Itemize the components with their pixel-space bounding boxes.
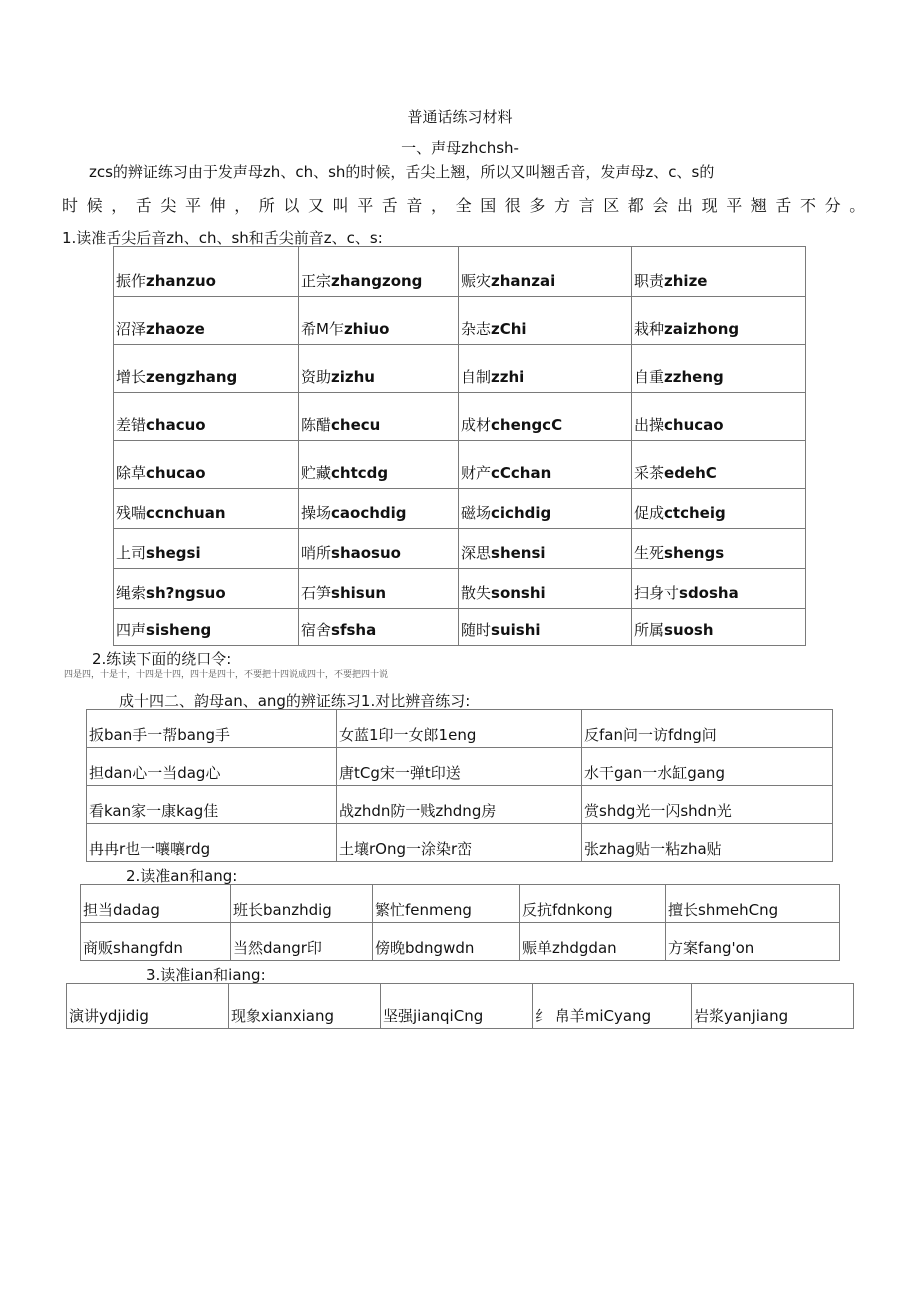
table-cell [299,247,459,297]
table-cell [299,569,459,609]
cell-word: 哨所 [301,544,332,562]
page-title: 普通话练习材料 [407,108,513,126]
cell-pinyin: chtcdg [331,464,389,482]
table-cell: 担当dadag [81,885,231,923]
cell-pinyin: zhize [664,272,708,290]
table-cell: 担dan心一当dag心 [87,748,337,786]
cell-pinyin: shengs [664,544,725,562]
table-cell: 张zhag贴一粘zha贴 [582,824,833,862]
table-row [87,824,833,862]
cell-word: 石笋 [301,584,332,602]
table-cell [632,529,806,569]
subsection2-heading: 2.读准an和ang: [126,867,238,885]
table-cell: 擅长shmehCng [666,885,840,923]
cell-word: 上司 [116,544,147,562]
table-cell [632,569,806,609]
table-cell: 反抗fdnkong [520,885,666,923]
table-cell: 土壤rOng一涂染r峦 [337,824,582,862]
table-row [114,297,806,345]
cell-pinyin: chucao [146,464,206,482]
table-cell [632,441,806,489]
table-row [87,748,833,786]
table-cell [299,297,459,345]
table-cell [114,489,299,529]
cell-word: 沼泽 [116,320,147,338]
table-row [114,441,806,489]
cell-pinyin: zhaoze [146,320,205,338]
cell-word: 希M乍 [301,320,344,338]
table-cell: 冉冉r也一嚷嚷rdg [87,824,337,862]
table-cell [299,529,459,569]
table-row [114,609,806,646]
table-cell: 班长banzhdig [231,885,373,923]
cell-pinyin: zizhu [331,368,375,386]
cell-pinyin: cCchan [491,464,552,482]
cell-pinyin: sonshi [491,584,546,602]
cell-pinyin: zaizhong [664,320,740,338]
cell-word: 贮藏 [301,464,332,482]
cell-pinyin: shegsi [146,544,201,562]
table-cell [632,247,806,297]
table-cell [114,393,299,441]
table-initials [113,246,806,646]
cell-word: 宿舍 [301,621,332,639]
cell-pinyin: shensi [491,544,546,562]
table-an-ang-contrast [86,709,833,862]
table-cell [459,609,632,646]
cell-pinyin: ccnchuan [146,504,226,522]
table-cell [459,489,632,529]
table-cell: 商贩shangfdn [81,923,231,961]
section1-heading: 一、声母zhchsh- [401,139,519,157]
section2-heading: 成十四二、韵母an、ang的辨证练习1.对比辨音练习: [119,692,471,710]
table-cell [114,247,299,297]
table-cell [299,489,459,529]
table-cell: 唐tCg宋一弹t印送 [337,748,582,786]
cell-word: 四声 [116,621,147,639]
cell-word: 财产 [461,464,492,482]
table-cell [299,441,459,489]
cell-word: 职责 [634,272,665,290]
cell-word: 陈醋 [301,416,332,434]
table-row [114,393,806,441]
cell-word: 生死 [634,544,665,562]
table-cell [459,529,632,569]
cell-pinyin: shaosuo [331,544,401,562]
cell-word: 所属 [634,621,665,639]
table-cell [459,345,632,393]
table-cell [114,569,299,609]
cell-word: 磁场 [461,504,492,522]
cell-word: 扫身寸 [634,584,680,602]
table-cell [459,297,632,345]
table-row [114,529,806,569]
table-cell [632,393,806,441]
table-cell: 纟 帛羊miCyang [533,984,692,1029]
cell-word: 杂志 [461,320,492,338]
cell-word: 绳索 [116,584,147,602]
cell-pinyin: ctcheig [664,504,726,522]
cell-word: 成材 [461,416,492,434]
table-cell: 傍晚bdngwdn [373,923,520,961]
cell-word: 散失 [461,584,492,602]
cell-word: 操场 [301,504,332,522]
cell-pinyin: chengcC [491,416,563,434]
table-cell [299,393,459,441]
table-cell: 繁忙fenmeng [373,885,520,923]
table-cell: 演讲ydjidig [67,984,229,1029]
table-cell: 赈单zhdgdan [520,923,666,961]
cell-pinyin: zzhi [491,368,525,386]
table-row [114,489,806,529]
table-cell: 看kan家一康kag佳 [87,786,337,824]
cell-pinyin: zengzhang [146,368,238,386]
table-row [87,710,833,748]
intro-line-2: 时候，舌尖平伸，所以又叫平舌音，全国很多方言区都会出现平翘舌不分。 [62,196,874,215]
exercise1-heading: 1.读准舌尖后音zh、ch、sh和舌尖前音z、c、s: [62,229,383,247]
table-row [67,984,854,1029]
exercise2-heading: 2.练读下面的绕口令: [92,650,232,668]
table-cell [632,345,806,393]
table-cell [632,297,806,345]
table-row [114,247,806,297]
cell-pinyin: caochdig [331,504,407,522]
table-cell [114,297,299,345]
table-cell: 岩浆yanjiang [692,984,854,1029]
cell-word: 深思 [461,544,492,562]
cell-word: 正宗 [301,272,332,290]
table-cell [632,609,806,646]
cell-pinyin: suishi [491,621,541,639]
intro-line-1: zcs的辨证练习由于发声母zh、ch、sh的时候，舌尖上翘，所以又叫翘舌音，发声母z、c、s的 [89,163,715,181]
cell-pinyin: chacuo [146,416,206,434]
cell-pinyin: zhangzong [331,272,423,290]
tongue-twister: 四是四，十是十，十四是十四，四十是四十，不要把十四说成四十，不要把四十说 [64,670,389,680]
cell-pinyin: sh?ngsuo [146,584,226,602]
cell-word: 差错 [116,416,147,434]
table-cell [459,393,632,441]
table-cell: 反fan问一访fdng问 [582,710,833,748]
cell-pinyin: checu [331,416,381,434]
table-ian-iang [66,983,854,1029]
cell-word: 资助 [301,368,332,386]
cell-pinyin: chucao [664,416,724,434]
cell-word: 栽种 [634,320,665,338]
cell-pinyin: suosh [664,621,714,639]
cell-pinyin: zzheng [664,368,724,386]
cell-word: 赈灾 [461,272,492,290]
cell-pinyin: sisheng [146,621,212,639]
table-row [114,345,806,393]
cell-word: 除草 [116,464,147,482]
table-cell: 战zhdn防一贱zhdng房 [337,786,582,824]
table-cell: 当然dangr印 [231,923,373,961]
table-cell [299,609,459,646]
cell-pinyin: zhanzai [491,272,556,290]
table-row [87,786,833,824]
table-cell: 水干gan一水缸gang [582,748,833,786]
table-cell: 女蓝1印一女郎1eng [337,710,582,748]
table-cell: 现象xianxiang [229,984,381,1029]
cell-pinyin: shisun [331,584,387,602]
cell-word: 促成 [634,504,665,522]
cell-word: 自重 [634,368,665,386]
table-cell: 扳ban手一帮bang手 [87,710,337,748]
table-cell [299,345,459,393]
table-cell [114,345,299,393]
cell-word: 增长 [116,368,147,386]
subsection3-heading: 3.读准ian和iang: [146,966,266,984]
cell-pinyin: sfsha [331,621,377,639]
table-an-ang [80,884,840,961]
cell-word: 随时 [461,621,492,639]
table-cell [459,247,632,297]
table-row [81,885,840,923]
table-row [81,923,840,961]
table-cell: 方案fang'on [666,923,840,961]
table-cell [459,441,632,489]
cell-pinyin: sdosha [679,584,739,602]
table-cell [114,529,299,569]
table-cell [114,441,299,489]
table-row [114,569,806,609]
cell-word: 采茶 [634,464,665,482]
table-cell [114,609,299,646]
cell-pinyin: zhiuo [343,320,390,338]
table-cell: 赏shdg光一闪shdn光 [582,786,833,824]
cell-pinyin: zhanzuo [146,272,216,290]
cell-word: 出操 [634,416,665,434]
table-cell [459,569,632,609]
cell-word: 残喘 [116,504,147,522]
cell-word: 振作 [116,272,147,290]
cell-pinyin: cichdig [491,504,552,522]
cell-pinyin: edehC [664,464,717,482]
table-cell [632,489,806,529]
cell-word: 自制 [461,368,492,386]
table-cell: 坚强jianqiCng [381,984,533,1029]
cell-pinyin: zChi [491,320,527,338]
